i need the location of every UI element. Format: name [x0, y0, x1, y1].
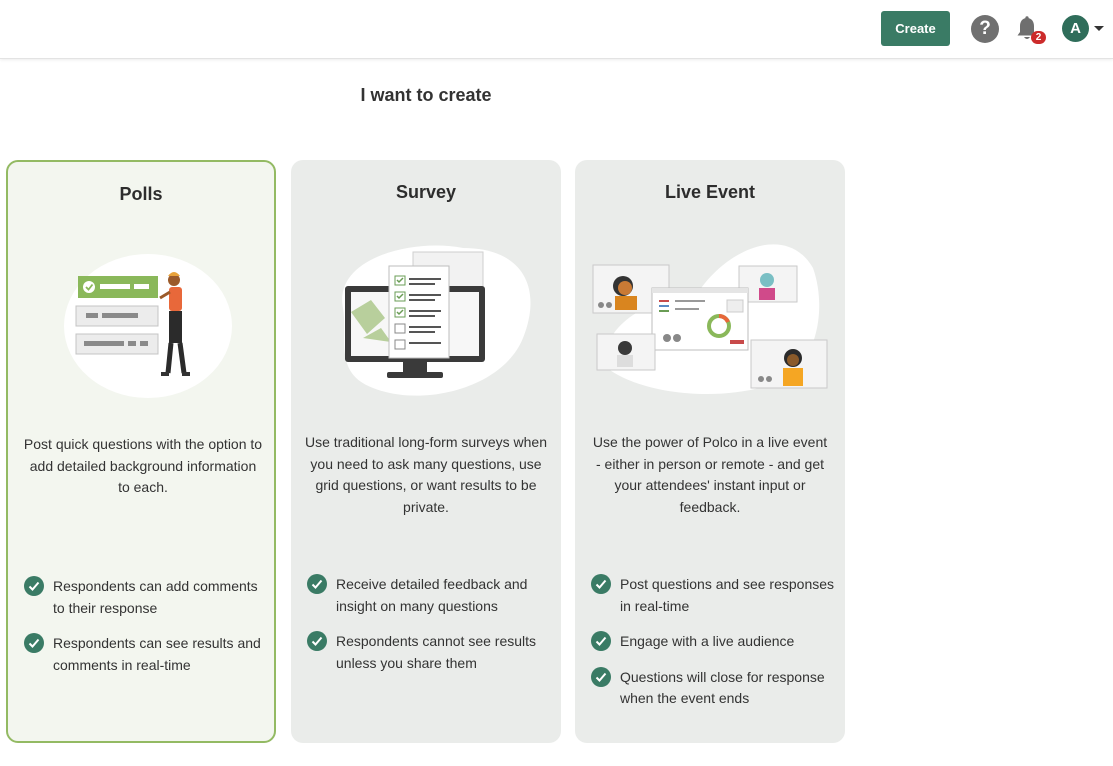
card-description: Use traditional long-form surveys when you need to ask many questions, use grid questions, or want results to be private.	[305, 434, 547, 515]
feature-item	[591, 574, 835, 617]
live-event-card[interactable]	[575, 160, 845, 743]
checkmark-icon	[307, 631, 327, 651]
checkmark-icon	[24, 633, 44, 653]
checkmark-icon	[24, 576, 44, 596]
help-icon[interactable]: ?	[971, 15, 999, 43]
polls-card[interactable]	[6, 160, 276, 743]
chevron-down-icon[interactable]	[1094, 26, 1104, 31]
checkmark-icon	[591, 574, 611, 594]
feature-list	[307, 574, 551, 688]
card-description: Use the power of Polco in a live event - either in person or remote - and get your attendees' instant input or feedback.	[592, 434, 828, 515]
feature-text: Receive detailed feedback and insight on many questions	[336, 576, 528, 614]
checkmark-icon	[591, 631, 611, 651]
create-button[interactable]: Create	[881, 11, 950, 46]
feature-text: Respondents cannot see results unless you share them	[336, 633, 537, 671]
card-title: Polls	[119, 184, 163, 204]
feature-text: Post questions and see responses in real-time	[620, 576, 835, 614]
page-heading: I want to create	[360, 85, 492, 105]
survey-illustration	[303, 228, 549, 408]
user-avatar[interactable]: A	[1062, 15, 1089, 42]
polls-illustration	[20, 230, 266, 410]
feature-list	[24, 576, 268, 690]
card-description: Post quick questions with the option to add detailed background information to each.	[23, 436, 263, 495]
live-event-illustration	[587, 228, 833, 408]
feature-item	[24, 633, 268, 676]
feature-item	[24, 576, 268, 619]
card-title: Live Event	[664, 182, 756, 202]
checkmark-icon	[591, 667, 611, 687]
feature-list	[591, 574, 835, 724]
feature-item	[307, 574, 551, 617]
feature-item	[591, 667, 835, 710]
feature-text: Respondents can add comments to their response	[53, 578, 258, 616]
feature-text: Engage with a live audience	[620, 633, 795, 649]
card-title: Survey	[395, 182, 457, 202]
survey-card[interactable]	[291, 160, 561, 743]
feature-item	[591, 631, 835, 653]
checkmark-icon	[307, 574, 327, 594]
feature-item	[307, 631, 551, 674]
top-navigation-bar	[0, 0, 1113, 59]
notification-count-badge: 2	[1031, 31, 1046, 44]
feature-text: Questions will close for response when the event ends	[620, 668, 825, 706]
feature-text: Respondents can see results and comments in real-time	[53, 635, 261, 673]
